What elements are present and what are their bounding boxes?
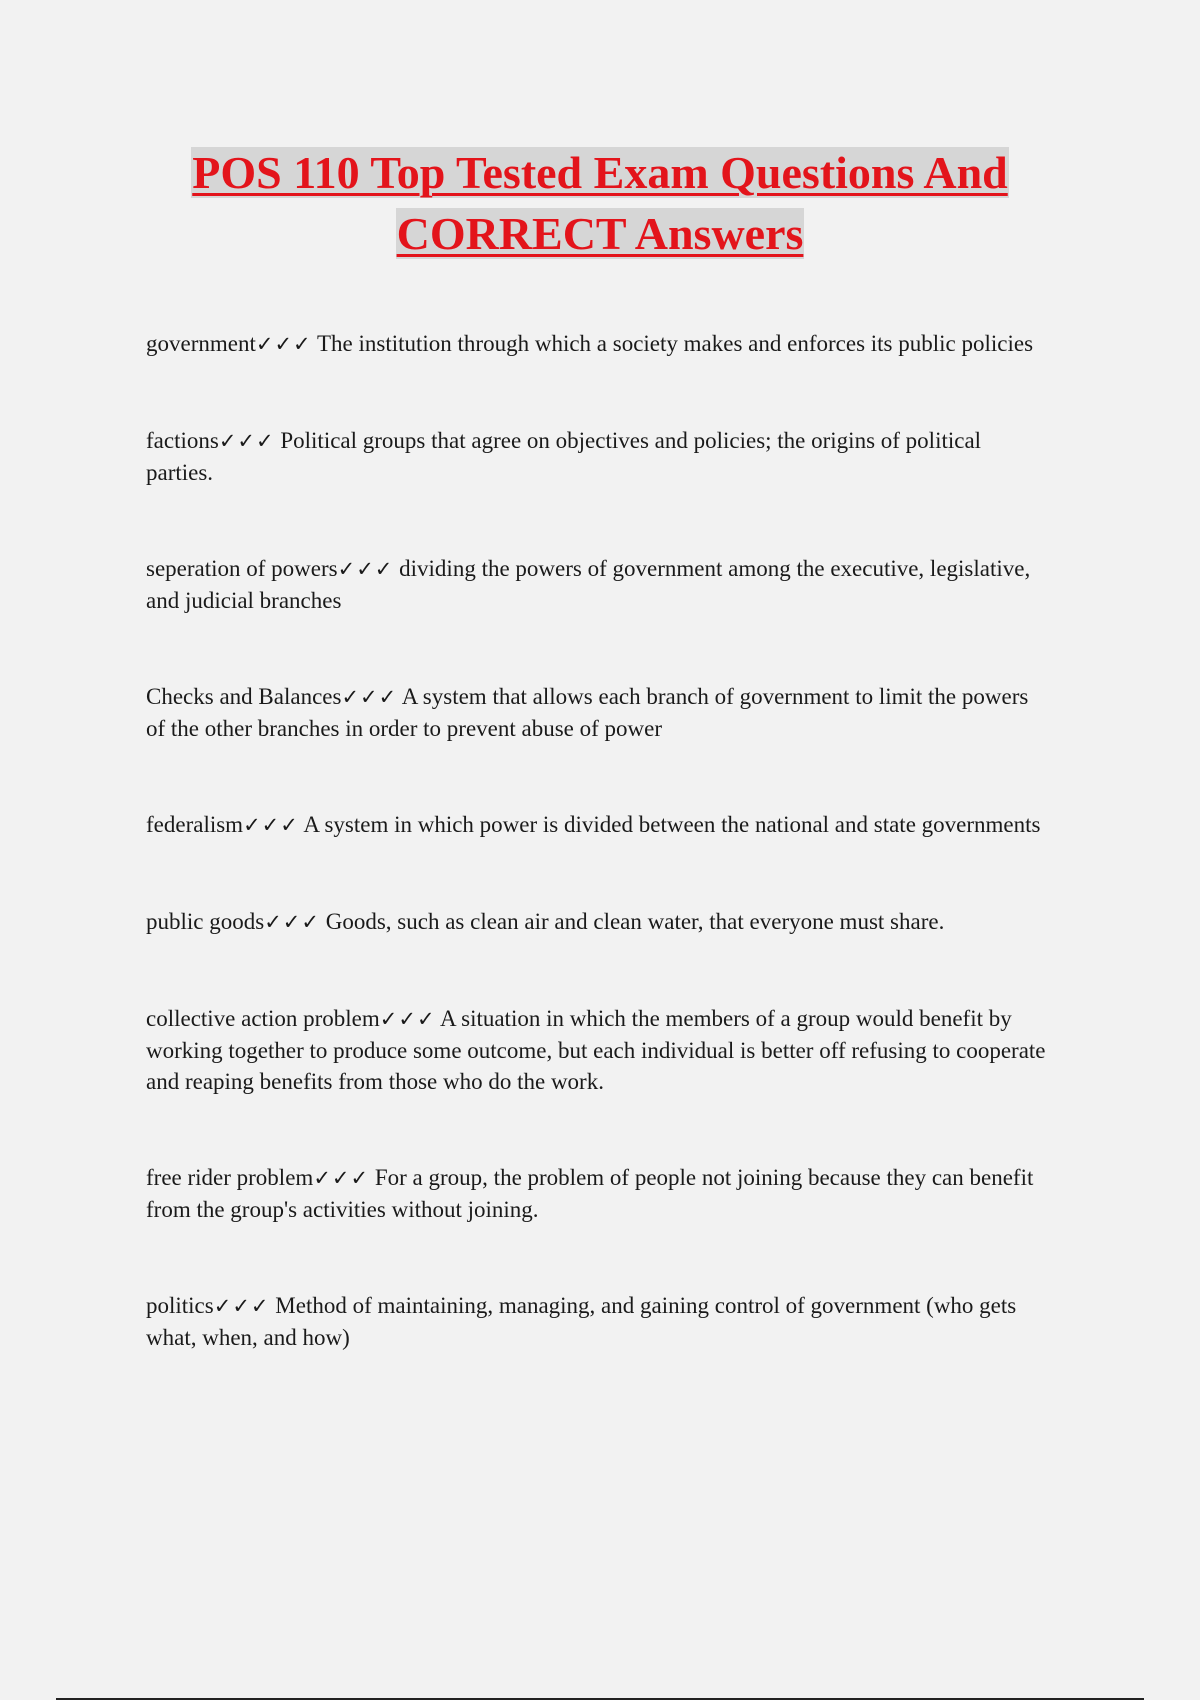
term-entry-collective-action-problem <box>146 1003 1046 1097</box>
term: government <box>146 331 256 356</box>
term: federalism <box>146 812 244 837</box>
definition: The institution through which a society makes and enforces its public policies <box>311 331 1034 356</box>
check-marks-icon: ✓✓✓ <box>213 1294 270 1318</box>
definition: A system in which power is divided between the national and state governments <box>298 812 1041 837</box>
check-marks-icon: ✓✓✓ <box>337 557 394 581</box>
term: politics <box>146 1293 214 1318</box>
term-entry-public-goods <box>146 906 1046 938</box>
term-entry-federalism <box>146 809 1046 841</box>
term-entry-free-rider-problem <box>146 1162 1046 1225</box>
title-line-2: CORRECT Answers <box>396 208 804 259</box>
term: collective action problem <box>146 1006 380 1031</box>
term-entry-checks-and-balances <box>146 681 1046 744</box>
document-title <box>100 142 1100 264</box>
check-marks-icon: ✓✓✓ <box>341 685 398 709</box>
term-entry-seperation-of-powers <box>146 553 1046 616</box>
term: free rider problem <box>146 1165 314 1190</box>
term-entry-government <box>146 328 1046 360</box>
term: factions <box>146 428 219 453</box>
term-entry-politics <box>146 1290 1046 1353</box>
check-marks-icon: ✓✓✓ <box>313 1166 370 1190</box>
term-entry-factions <box>146 425 1046 488</box>
definition: Political groups that agree on objectives and policies; the origins of political parties. <box>146 428 982 485</box>
term: public goods <box>146 909 265 934</box>
term: seperation of powers <box>146 556 338 581</box>
check-marks-icon: ✓✓✓ <box>379 1007 436 1031</box>
check-marks-icon: ✓✓✓ <box>218 429 275 453</box>
title-line-1: POS 110 Top Tested Exam Questions And <box>192 147 1008 198</box>
definition: A system that allows each branch of government to limit the powers of the other branches in order to prevent abuse of power <box>146 684 1029 741</box>
check-marks-icon: ✓✓✓ <box>264 910 320 934</box>
check-marks-icon: ✓✓✓ <box>243 813 299 837</box>
definition: Method of maintaining, managing, and gaining control of government (who gets what, when, and how) <box>146 1293 1017 1350</box>
definition: Goods, such as clean air and clean water, that everyone must share. <box>320 909 945 934</box>
definition: dividing the powers of government among the executive, legislative, and judicial branches <box>146 556 1031 613</box>
term-list <box>146 328 1046 1353</box>
check-marks-icon: ✓✓✓ <box>255 332 312 356</box>
term: Checks and Balances <box>146 684 342 709</box>
definition: A situation in which the members of a group would benefit by working together to produce some outcome, but each individual is better off refusing to cooperate and reaping benefits from those who do the work. <box>146 1006 1046 1094</box>
definition: For a group, the problem of people not joining because they can benefit from the group's activities without joining. <box>146 1165 1034 1222</box>
